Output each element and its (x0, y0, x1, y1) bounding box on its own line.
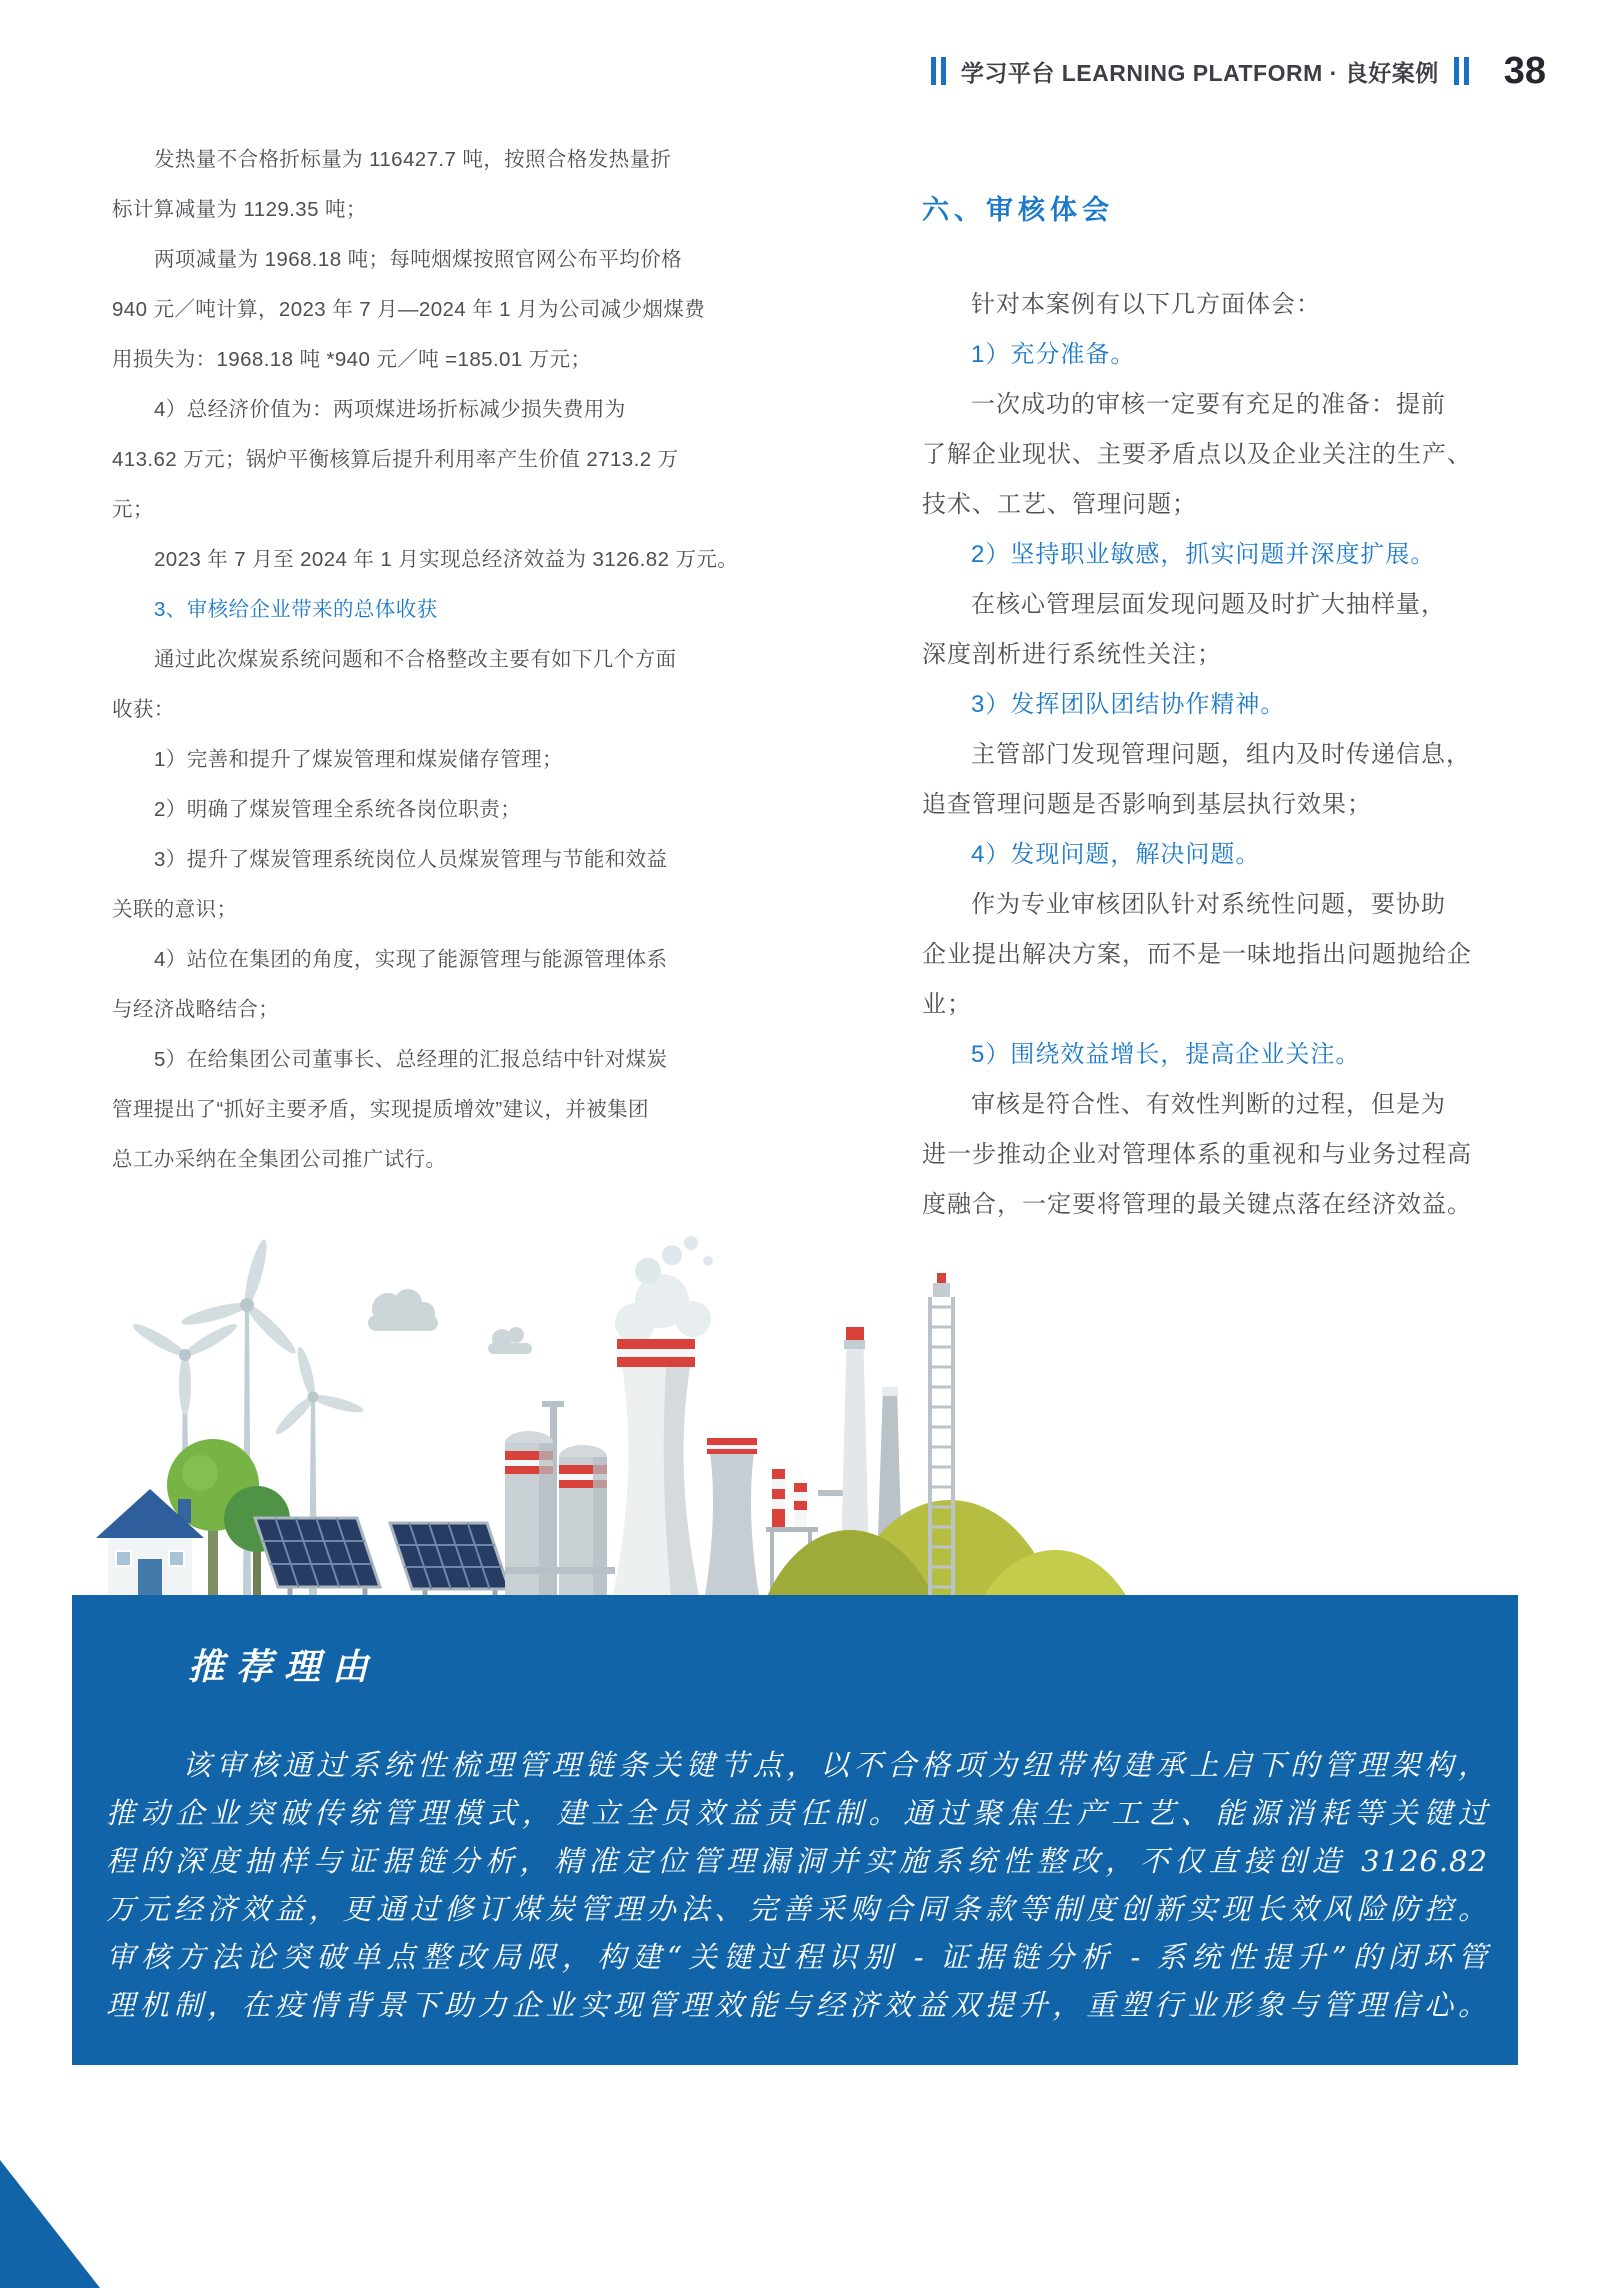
industry-illustration (50, 1235, 1570, 1595)
house-icon (96, 1489, 204, 1595)
text-line: 收获： (112, 698, 175, 721)
text-line: 针对本案例有以下几方面体会： (971, 291, 1321, 318)
recommendation-panel (72, 1595, 1518, 2065)
double-bar-icon (1454, 57, 1469, 85)
text-line: 管理提出了“抓好主要矛盾，实现提质增效”建议，并被集团 (112, 1098, 649, 1121)
right-column (922, 185, 1514, 1230)
section-subhead: 2）坚持职业敏感，抓实问题并深度扩展。 (971, 541, 1436, 568)
text-line: 审核是符合性、有效性判断的过程，但是为 (971, 1091, 1446, 1118)
storage-tank-icon (505, 1401, 615, 1595)
ladder-tower-icon (930, 1273, 953, 1595)
platform-label: 学习平台 LEARNING PLATFORM · 良好案例 (960, 59, 1439, 86)
text-line: 审核方法论突破单点整改局限，构建“关键过程识别 - 证据链分析 - 系统性提升”的闭环管 (106, 1940, 1488, 1974)
text-line: 程的深度抽样与证据链分析，精准定位管理漏洞并实施系统性整改，不仅直接创造 3126.82 (106, 1844, 1488, 1878)
text-line: 2）明确了煤炭管理全系统各岗位职责； (154, 798, 522, 821)
text-line: 关联的意识； (112, 898, 238, 921)
text-line: 追查管理问题是否影响到基层执行效果； (922, 791, 1372, 818)
text-line: 万元经济效益，更通过修订煤炭管理办法、完善采购合同条款等制度创新实现长效风险防控。 (106, 1892, 1488, 1926)
left-column (112, 135, 739, 1185)
text-line: 了解企业现状、主要矛盾点以及企业关注的生产、 (922, 441, 1472, 468)
cooling-tower-icon (613, 1236, 759, 1595)
text-line: 3）提升了煤炭管理系统岗位人员煤炭管理与节能和效益 (154, 848, 668, 871)
text-line: 与经济战略结合； (112, 998, 280, 1021)
corner-triangle-decoration (0, 2160, 100, 2288)
double-bar-icon (931, 57, 946, 85)
text-line: 940 元／吨计算，2023 年 7 月—2024 年 1 月为公司减少烟煤费 (112, 298, 706, 321)
cloud-icon (368, 1289, 532, 1354)
section-subhead: 3、审核给企业带来的总体收获 (154, 598, 438, 621)
recommendation-body (106, 1741, 1488, 2029)
text-line: 进一步推动企业对管理体系的重视和与业务过程高 (922, 1141, 1472, 1168)
section-subhead: 1）充分准备。 (971, 341, 1136, 368)
text-line: 该审核通过系统性梳理管理链条关键节点，以不合格项为纽带构建承上启下的管理架构， (182, 1748, 1488, 1782)
text-line: 在核心管理层面发现问题及时扩大抽样量， (971, 591, 1446, 618)
text-line: 理机制，在疫情背景下助力企业实现管理效能与经济效益双提升，重塑行业形象与管理信心。 (106, 1988, 1488, 2022)
text-line: 用损失为：1968.18 吨 *940 元／吨 =185.01 万元； (112, 348, 592, 371)
text-line: 业； (922, 991, 972, 1018)
text-line: 深度剖析进行系统性关注； (922, 641, 1222, 668)
page-header (916, 48, 1546, 94)
section-subhead: 5）围绕效益增长，提高企业关注。 (971, 1041, 1361, 1068)
text-line: 通过此次煤炭系统问题和不合格整改主要有如下几个方面 (154, 648, 677, 671)
text-line: 1）完善和提升了煤炭管理和煤炭储存管理； (154, 748, 563, 771)
recommendation-title: 推荐理由 (188, 1646, 381, 1688)
page-number: 38 (1503, 49, 1546, 92)
text-line: 企业提出解决方案，而不是一味地指出问题抛给企 (922, 941, 1472, 968)
text-line: 主管部门发现管理问题，组内及时传递信息， (971, 741, 1471, 768)
section-subhead: 4）发现问题，解决问题。 (971, 841, 1261, 868)
text-line: 推动企业突破传统管理模式，建立全员效益责任制。通过聚焦生产工艺、能源消耗等关键过 (106, 1796, 1488, 1830)
text-line: 4）站位在集团的角度，实现了能源管理与能源管理体系 (154, 948, 668, 971)
solar-panel-icon (255, 1518, 509, 1595)
section-heading: 六、审核体会 (922, 195, 1114, 225)
text-line: 标计算减量为 1129.35 吨； (112, 198, 367, 221)
text-line: 元； (112, 498, 154, 521)
text-line: 总工办采纳在全集团公司推广试行。 (112, 1148, 447, 1171)
text-line: 技术、工艺、管理问题； (922, 491, 1197, 518)
text-line: 4）总经济价值为：两项煤进场折标减少损失费用为 (154, 398, 626, 421)
text-line: 度融合，一定要将管理的最关键点落在经济效益。 (922, 1191, 1472, 1218)
section-subhead: 3）发挥团队团结协作精神。 (971, 691, 1286, 718)
text-line: 作为专业审核团队针对系统性问题，要协助 (971, 891, 1446, 918)
text-line: 发热量不合格折标量为 116427.7 吨，按照合格发热量折 (154, 148, 672, 171)
text-line: 413.62 万元；锅炉平衡核算后提升利用率产生价值 2713.2 万 (112, 448, 679, 471)
text-line: 两项减量为 1968.18 吨；每吨烟煤按照官网公布平均价格 (154, 248, 682, 271)
text-line: 2023 年 7 月至 2024 年 1 月实现总经济效益为 3126.82 万元。 (154, 548, 739, 571)
text-line: 一次成功的审核一定要有充足的准备：提前 (971, 391, 1446, 418)
text-line: 5）在给集团公司董事长、总经理的汇报总结中针对煤炭 (154, 1048, 668, 1071)
